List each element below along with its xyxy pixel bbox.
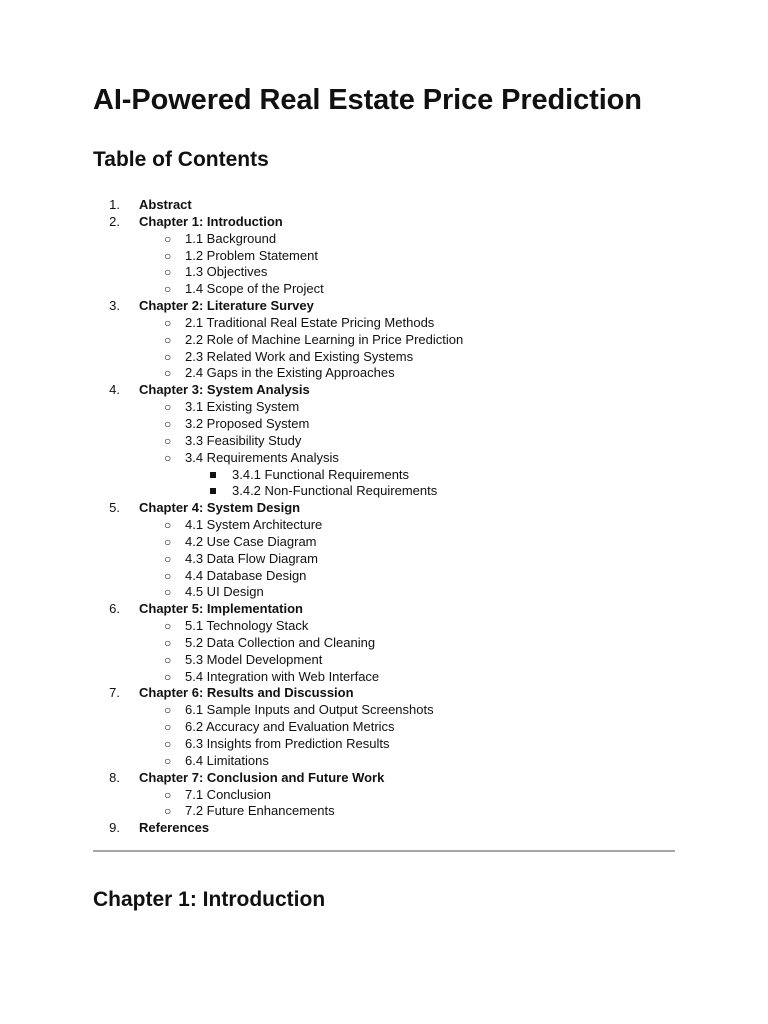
- toc-section-item: [93, 433, 675, 450]
- toc-item-text: Chapter 7: Conclusion and Future Work: [139, 769, 385, 785]
- toc-item-text: 3.1 Existing System: [185, 399, 300, 415]
- filled-square-bullet-icon: [210, 472, 216, 478]
- toc-item-number: 5.: [109, 500, 120, 516]
- toc-item-text: 6.3 Insights from Prediction Results: [185, 736, 390, 751]
- hollow-circle-bullet-icon: ○: [164, 534, 172, 549]
- toc-item-number: 1.: [109, 197, 120, 212]
- horizontal-divider: [93, 850, 675, 852]
- hollow-circle-bullet-icon: ○: [164, 282, 172, 297]
- toc-section-item: [93, 669, 675, 686]
- toc-section-item: [93, 231, 675, 248]
- hollow-circle-bullet-icon: ○: [164, 518, 172, 533]
- toc-item-text: 2.1 Traditional Real Estate Pricing Methods: [185, 314, 435, 330]
- toc-item-text: 6.1 Sample Inputs and Output Screenshots: [185, 702, 434, 718]
- hollow-circle-bullet-icon: ○: [164, 248, 172, 263]
- toc-item-text: 4.1 System Architecture: [185, 517, 323, 533]
- hollow-circle-bullet-icon: ○: [164, 804, 172, 819]
- toc-section-item: [93, 618, 675, 635]
- hollow-circle-bullet-icon: ○: [164, 652, 172, 667]
- toc-subsection-item: [93, 483, 675, 500]
- toc-item-text: Chapter 5: Implementation: [139, 601, 303, 617]
- hollow-circle-bullet-icon: ○: [164, 753, 172, 768]
- toc-item-text: References: [139, 820, 210, 836]
- toc-chapter-item: [93, 685, 675, 702]
- toc-item-text: 6.2 Accuracy and Evaluation Metrics: [185, 719, 395, 735]
- toc-subsection-item: [93, 467, 675, 484]
- hollow-circle-bullet-icon: ○: [164, 231, 172, 246]
- hollow-circle-bullet-icon: ○: [164, 635, 172, 650]
- toc-item-text: 4.3 Data Flow Diagram: [185, 550, 318, 566]
- toc-section-item: [93, 517, 675, 534]
- toc-section-item: [93, 787, 675, 804]
- toc-heading: Table of Contents: [93, 148, 269, 171]
- hollow-circle-bullet-icon: ○: [164, 416, 172, 431]
- toc-item-text: Chapter 2: Literature Survey: [139, 298, 314, 314]
- toc-item-number: 7.: [109, 685, 120, 701]
- toc-item-text: 7.2 Future Enhancements: [185, 803, 335, 819]
- toc-item-text: 6.4 Limitations: [185, 752, 269, 768]
- toc-section-item: [93, 753, 675, 770]
- toc-section-item: [93, 349, 675, 366]
- hollow-circle-bullet-icon: ○: [164, 568, 172, 583]
- toc-item-text: 3.4.1 Functional Requirements: [232, 466, 410, 482]
- toc-item-number: 8.: [109, 769, 120, 785]
- toc-section-item: [93, 416, 675, 433]
- toc-chapter-item: [93, 820, 675, 837]
- toc-section-item: [93, 803, 675, 820]
- toc-section-item: [93, 332, 675, 349]
- toc-section-item: [93, 315, 675, 332]
- hollow-circle-bullet-icon: ○: [164, 349, 172, 364]
- toc-chapter-item: [93, 601, 675, 618]
- toc-item-text: 1.4 Scope of the Project: [185, 281, 324, 297]
- toc-item-text: Chapter 3: System Analysis: [139, 382, 310, 398]
- toc-section-item: [93, 264, 675, 281]
- hollow-circle-bullet-icon: ○: [164, 450, 172, 465]
- toc-section-item: [93, 568, 675, 585]
- toc-section-item: [93, 635, 675, 652]
- toc-section-item: [93, 584, 675, 601]
- chapter-heading: Chapter 1: Introduction: [93, 888, 326, 911]
- toc-section-item: [93, 652, 675, 669]
- toc-chapter-item: [93, 197, 675, 214]
- hollow-circle-bullet-icon: ○: [164, 703, 172, 718]
- hollow-circle-bullet-icon: ○: [164, 619, 172, 634]
- toc-item-number: 2.: [109, 213, 120, 229]
- hollow-circle-bullet-icon: ○: [164, 787, 172, 802]
- document-title: AI-Powered Real Estate Price Prediction: [93, 84, 642, 116]
- toc-item-text: 2.4 Gaps in the Existing Approaches: [185, 365, 395, 381]
- toc-item-text: Chapter 4: System Design: [139, 500, 301, 516]
- toc-item-number: 9.: [109, 820, 120, 836]
- toc-item-text: 3.4.2 Non-Functional Requirements: [232, 483, 438, 499]
- toc-item-text: Chapter 6: Results and Discussion: [139, 685, 354, 701]
- toc-section-item: [93, 450, 675, 467]
- toc-item-text: 4.2 Use Case Diagram: [185, 533, 317, 549]
- toc-item-text: 1.1 Background: [185, 230, 277, 246]
- toc-item-text: 5.3 Model Development: [185, 651, 323, 667]
- hollow-circle-bullet-icon: ○: [164, 400, 172, 415]
- toc-section-item: [93, 719, 675, 736]
- hollow-circle-bullet-icon: ○: [164, 669, 172, 684]
- toc-section-item: [93, 702, 675, 719]
- toc-chapter-item: [93, 500, 675, 517]
- toc-item-text: 2.3 Related Work and Existing Systems: [185, 348, 414, 364]
- toc-section-item: [93, 248, 675, 265]
- toc-chapter-item: [93, 214, 675, 231]
- hollow-circle-bullet-icon: ○: [164, 265, 172, 280]
- toc-item-text: 7.1 Conclusion: [185, 786, 271, 802]
- toc-item-text: 1.3 Objectives: [185, 264, 268, 280]
- hollow-circle-bullet-icon: ○: [164, 366, 172, 381]
- toc-section-item: [93, 534, 675, 551]
- table-of-contents: [93, 197, 675, 837]
- toc-item-text: 5.2 Data Collection and Cleaning: [185, 634, 376, 650]
- hollow-circle-bullet-icon: ○: [164, 720, 172, 735]
- toc-section-item: [93, 399, 675, 416]
- toc-item-text: 3.4 Requirements Analysis: [185, 449, 339, 465]
- toc-section-item: [93, 551, 675, 568]
- toc-item-text: 3.3 Feasibility Study: [185, 432, 302, 448]
- toc-section-item: [93, 281, 675, 298]
- hollow-circle-bullet-icon: ○: [164, 433, 172, 448]
- hollow-circle-bullet-icon: ○: [164, 551, 172, 566]
- toc-chapter-item: [93, 382, 675, 399]
- toc-item-number: 3.: [109, 298, 120, 314]
- toc-item-text: 3.2 Proposed System: [185, 415, 310, 431]
- hollow-circle-bullet-icon: ○: [164, 737, 172, 751]
- toc-section-item: [93, 365, 675, 382]
- filled-square-bullet-icon: [210, 488, 216, 494]
- toc-item-text: 2.2 Role of Machine Learning in Price Prediction: [185, 331, 464, 347]
- toc-item-text: 5.4 Integration with Web Interface: [185, 668, 380, 684]
- toc-item-text: 4.5 UI Design: [185, 584, 264, 600]
- toc-item-number: 6.: [109, 601, 120, 617]
- hollow-circle-bullet-icon: ○: [164, 315, 172, 330]
- toc-item-text: 1.2 Problem Statement: [185, 247, 318, 263]
- toc-chapter-item: [93, 298, 675, 315]
- toc-item-text: Chapter 1: Introduction: [139, 213, 283, 229]
- toc-item-text: 4.4 Database Design: [185, 567, 307, 583]
- toc-item-text: Abstract: [139, 197, 192, 212]
- hollow-circle-bullet-icon: ○: [164, 332, 172, 347]
- toc-chapter-item: [93, 770, 675, 787]
- toc-item-number: 4.: [109, 382, 120, 398]
- toc-item-text: 5.1 Technology Stack: [185, 618, 309, 634]
- toc-section-item: [93, 736, 675, 753]
- hollow-circle-bullet-icon: ○: [164, 585, 172, 600]
